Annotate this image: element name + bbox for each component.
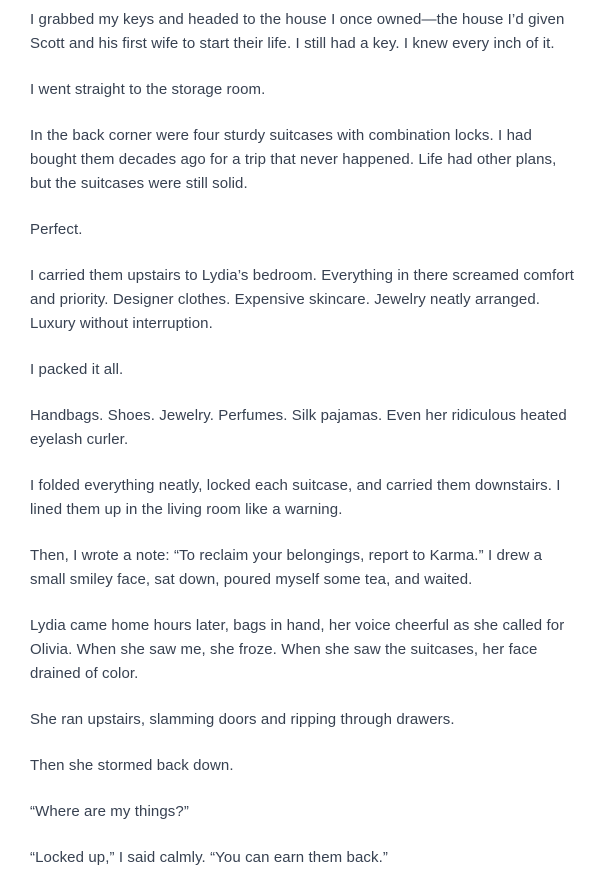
story-paragraph: Perfect. bbox=[30, 221, 83, 238]
story-paragraph: I grabbed my keys and headed to the house I once owned—the house I’d given Scott and his first wife to start their life. I still had a key. I knew every inch of it. bbox=[30, 11, 565, 52]
story-paragraph: In the back corner were four sturdy suitcases with combination locks. I had bought them decades ago for a trip that never happened. Life had other plans, but the suitcases were still solid. bbox=[30, 127, 557, 192]
story-paragraph: I packed it all. bbox=[30, 361, 124, 378]
story-paragraph: Then she stormed back down. bbox=[30, 757, 234, 774]
story-paragraph: Lydia came home hours later, bags in hand, her voice cheerful as she called for Olivia. When she saw me, she froze. When she saw the suitcases, her face drained of color. bbox=[30, 617, 565, 682]
story-paragraph: Then, I wrote a note: “To reclaim your belongings, report to Karma.” I drew a small smiley face, sat down, poured myself some tea, and waited. bbox=[30, 547, 543, 588]
story-paragraph: I carried them upstairs to Lydia’s bedroom. Everything in there screamed comfort and priority. Designer clothes. Expensive skincare. Jewelry neatly arranged. Luxury without interruption. bbox=[30, 267, 575, 332]
story-paragraph: She ran upstairs, slamming doors and ripping through drawers. bbox=[30, 711, 455, 728]
story-paragraph: “Locked up,” I said calmly. “You can earn them back.” bbox=[30, 849, 388, 866]
story-paragraph: “Where are my things?” bbox=[30, 803, 189, 820]
story-paragraph: I folded everything neatly, locked each suitcase, and carried them downstairs. I lined them up in the living room like a warning. bbox=[30, 477, 561, 518]
story-body bbox=[30, 8, 576, 870]
story-paragraph: Handbags. Shoes. Jewelry. Perfumes. Silk pajamas. Even her ridiculous heated eyelash curler. bbox=[30, 407, 567, 448]
story-paragraph: I went straight to the storage room. bbox=[30, 81, 266, 98]
